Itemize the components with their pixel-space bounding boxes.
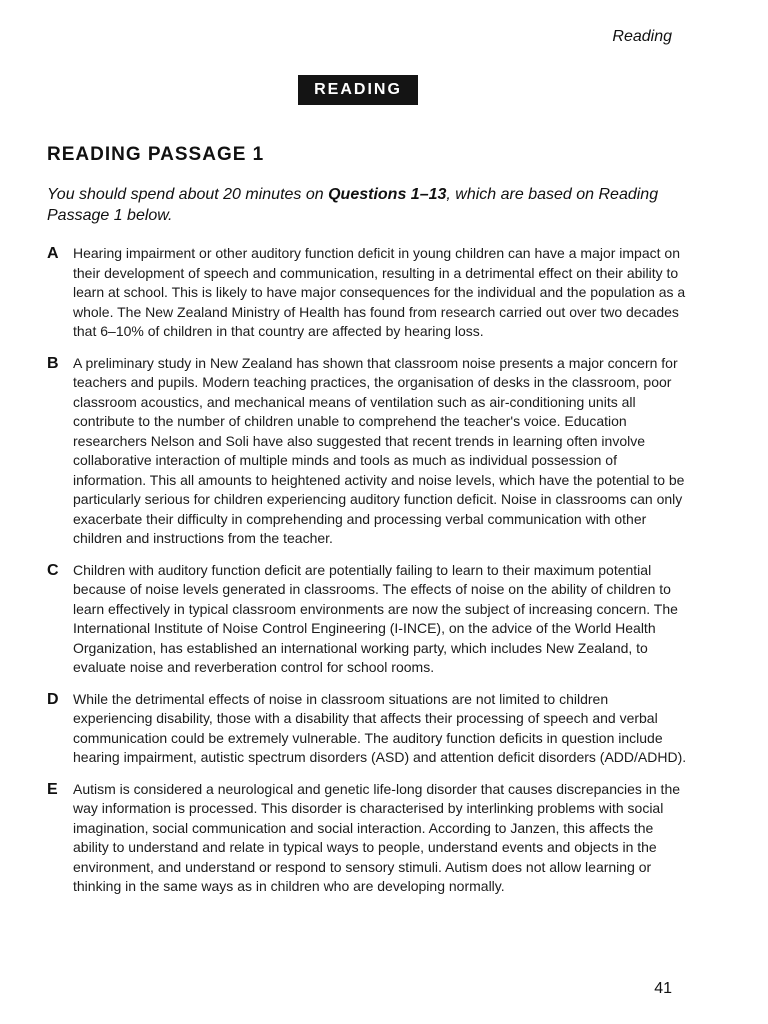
paragraph-e xyxy=(47,780,687,897)
paragraph-text: While the detrimental effects of noise in classroom situations are not limited to children experiencing disability, those with a disability that affects their processing of speech and verbal communication could be extremely vulnerable. The auditory function deficits in question include hearing impairment, autistic spectrum disorders (ASD) and attention deficit disorders (ADD/ADHD). xyxy=(73,690,687,765)
paragraph-text: Children with auditory function deficit are potentially failing to learn to their maximum potential because of noise levels generated in classrooms. The effects of noise on the ability of children to learn effectively in typical classroom environments are now the subject of increasing concern. The International Institute of Noise Control Engineering (I-INCE), on the advice of the World Health Organization, has established an international working party, which includes New Zealand, to evaluate noise and reverberation control for school rooms. xyxy=(73,561,678,675)
paragraph-letter: A xyxy=(47,245,59,262)
paragraph-b xyxy=(47,354,687,549)
paragraph-text: Autism is considered a neurological and genetic life-long disorder that causes discrepancies in the way information is processed. This disorder is characterised by interlinking problems with social imagination, social communication and social interaction. According to Janzen, this affects the ability to understand and relate in typical ways to people, understand events and objects in the environment, and understand or respond to sensory stimuli. Autism does not allow learning or thinking in the same ways as in children who are developing normally. xyxy=(73,780,681,894)
passage-title: READING PASSAGE 1 xyxy=(47,144,265,165)
paragraph-a xyxy=(47,244,687,342)
paragraph-letter: E xyxy=(47,780,58,798)
instructions-bold: Questions 1–13 xyxy=(328,186,447,203)
section-label: READING xyxy=(298,75,418,105)
paragraph-letter: B xyxy=(47,354,59,372)
running-head: Reading xyxy=(612,28,672,45)
paragraph-text: Hearing impairment or other auditory function deficit in young children can have a major impact on their development of speech and communication, resulting in a detrimental effect on their ability to learn at school. This is likely to have major consequences for the individual and the population as a whole. The New Zealand Ministry of Health has found from research carried out over two decades that 6–10% of children in that country are affected by hearing loss. xyxy=(73,245,686,339)
paragraph-letter: C xyxy=(47,561,59,579)
instructions xyxy=(47,184,687,226)
page-number: 41 xyxy=(654,980,672,997)
instructions-prefix: You should spend about 20 minutes on xyxy=(47,186,329,203)
paragraph-text: A preliminary study in New Zealand has shown that classroom noise presents a major concern for teachers and pupils. Modern teaching practices, the organisation of desks in the classroom, poor classroom acoustics, and mechanical means of ventilation such as air-conditioning units all contribute to the number of children unable to comprehend the teacher's voice. Education researchers Nelson and Soli have also suggested that recent trends in learning often involve collaborative interaction of multiple minds and tools as much as individual possession of information. This all amounts to heightened activity and noise levels, which have the potential to be particularly serious for children experiencing auditory function deficit. Noise in classrooms can only exacerbate their difficulty in comprehending and processing verbal communication with other children and instructions from the teacher. xyxy=(73,354,685,546)
paragraph-letter: D xyxy=(47,690,59,708)
instructions-suffix: , which are based on Reading Passage 1 below. xyxy=(47,186,659,224)
paragraph-c xyxy=(47,561,687,678)
passage-body xyxy=(47,244,687,909)
paragraph-d xyxy=(47,690,687,768)
